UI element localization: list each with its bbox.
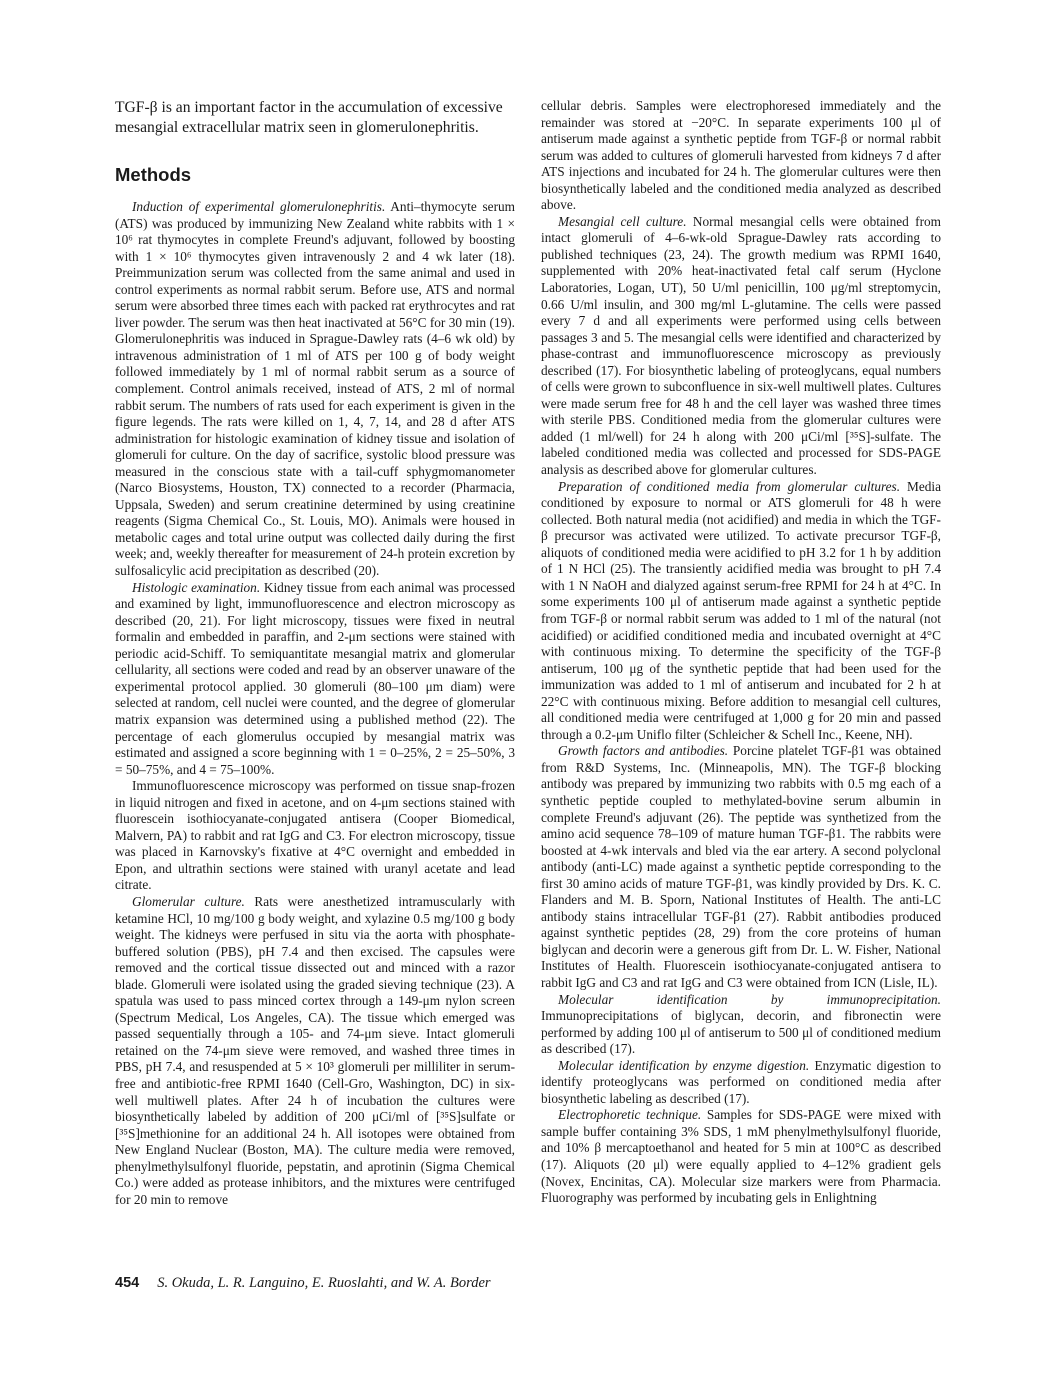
paragraph-body: Anti–thymocyte serum (ATS) was produced by immunizing New Zealand white rabbits with 1 × 10⁶ rat thymocytes in complete Freund's adjuvant, followed by boosting with 1 × 10⁶ thymocytes given intravenously 2 and 4 wk later (18). Preimmunization serum was collected from the same animal and used in control experiments as normal rabbit serum. Before use, ATS and normal serum were absorbed three times each with packed rat erythrocytes and rat liver powder. The serum was then heat inactivated at 56°C for 30 min (19). Glomerulonephritis was induced in Sprague-Dawley rats (4–6 wk old) by intravenous administration of 1 ml of ATS per 100 g of body weight followed immediately by 1 ml of normal rabbit serum as a source of complement. Control animals received, instead of ATS, 2 ml of normal rabbit serum. The numbers of rats used for each experiment is given in the figure legends. The rats were killed on 1, 4, 7, 14, and 28 d after ATS administration for histologic examination of kidney tissue and isolation of glomeruli for culture. On the day of sacrifice, systolic blood pressure was measured in the conscious state with a tail-cuff sphygmomanometer (Narco Biosystems, Houston, TX) connected to a recorder (Pharmacia, Uppsala, Sweden) and serum creatinine determined by using creatinine reagents (Sigma Chemical Co., St. Louis, MO). Animals were housed in metabolic cages and total urine output was collected daily during the first week; and, weekly thereafter for measurement of 24-h protein excretion by sulfosalicylic acid precipitation as described (20).: [115, 199, 515, 579]
left-column: [115, 98, 515, 1208]
section-heading-methods: Methods: [115, 164, 192, 185]
paragraph-body: Enzymatic digestion to identify proteoglycans was performed on conditioned media after biosynthetic labeling as described (17).: [541, 1057, 941, 1106]
run-in-title: Glomerular culture.: [132, 893, 245, 909]
paragraph-body: Samples for SDS-PAGE were mixed with sample buffer containing 3% SDS, 1 mM phenylmethylsulfonyl fluoride, and 10% β mercaptoethanol and heated for 5 min at 100°C as described (17). Aliquots (20 μl) were equally applied to 4–12% gradient gels (Novex, Encinitas, CA). Molecular size markers were from Pharmacia. Fluorography was performed by incubating gels in Enlightning: [541, 1107, 941, 1206]
paragraph-histologic: [115, 580, 515, 779]
run-in-title: Mesangial cell culture.: [558, 213, 687, 229]
paragraph-immunoprecipitation: [541, 992, 941, 1058]
run-in-title: Growth factors and antibodies.: [558, 743, 729, 759]
paragraph-body: Media conditioned by exposure to normal or ATS glomeruli for 48 h were collected. Both natural media (not acidified) and media in which the TGF-β precursor was activated were utilized. To activate precursor TGF-β, aliquots of conditioned media were acidified to pH 3.2 for 1 h by addition of 1 N HCl (25). The transiently acidified media was brought to pH 7.4 with 1 N NaOH and dialyzed against serum-free RPMI for 24 h at 4°C. In some experiments 100 μl of antiserum made against a synthetic peptide from TGF-β or normal rabbit serum was added to 1 ml of the natural (not acidified) or acidified conditioned media and incubated overnight at 4°C with continuous mixing. To determine the specificity of the TGF-β antiserum, 100 μg of the synthetic peptide that had been used for the immunization was added to 1 ml of antiserum and incubated for 2 h at 22°C with continuous mixing. Before addition to mesangial cell cultures, all conditioned media were centrifuged at 1,000 g for 20 min and passed through a 0.2-μm Uniflo filter (Schleicher & Schell Inc., Keene, NH).: [541, 478, 941, 742]
paragraph-growth-factors: [541, 743, 941, 991]
paragraph-body: Immunoprecipitations of biglycan, decorin, and fibronectin were performed by adding 100 μl of antiserum to 500 μl of conditioned medium as described (17).: [541, 1008, 941, 1057]
paragraph-body: Porcine platelet TGF-β1 was obtained from R&D Systems, Inc. (Minneapolis, MN). The TGF-β blocking antibody was prepared by immunizing two rabbits with 0.5 mg each of a synthetic peptide coupled to methylated-bovine serum albumin in complete Freund's adjuvant (26). The peptide was synthetized from the amino acid sequence 78–109 of mature human TGF-β1. The rabbits were boosted at 4-wk intervals and bled via the ear artery. A second polyclonal antibody (anti-LC) made against a synthetic peptide corresponding to the first 30 amino acids of mature TGF-β1, was kindly provided by Drs. K. C. Flanders and M. B. Sporn, National Institutes of Health. The anti-LC antibody stains intracellular TGF-β1 (27). Rabbit antibodies produced against synthetic peptides (28, 29) from the core proteins of human biglycan and decorin were a generous gift from Dr. L. W. Fisher, National Institutes of Health. Fluorescein isothiocyanate-conjugated antisera to rabbit IgG and C3 and rat IgG and C3 were obtained from ICN (Lisle, IL).: [541, 743, 941, 990]
intro-paragraph: TGF-β is an important factor in the accumulation of excessive mesangial extracellular matrix seen in glomerulonephritis.: [115, 99, 503, 136]
paragraph-mesangial-culture: [541, 214, 941, 479]
paragraph-glomerular-culture: [115, 894, 515, 1208]
right-column: [541, 98, 941, 1207]
run-in-title: Electrophoretic technique.: [558, 1107, 702, 1123]
author-list: S. Okuda, L. R. Languino, E. Ruoslahti, and W. A. Border: [157, 1275, 491, 1291]
paragraph-immunofluorescence: [115, 778, 515, 894]
paragraph-conditioned-media: [541, 479, 941, 744]
paragraph-induction: [115, 199, 515, 580]
paragraph-continued: [541, 98, 941, 214]
paragraph-body: Immunofluorescence microscopy was performed on tissue snap-frozen in liquid nitrogen and fixed in acetone, and on 4-μm sections stained with fluorescein isothiocyanate-conjugated antisera (Cooper Biomedical, Malvern, PA) to rabbit and rat IgG and C3. For electron microscopy, tissue was placed in Karnovsky's fixative at 4°C overnight and embedded in Epon, and ultrathin sections were stained with uranyl acetate and lead citrate.: [115, 778, 515, 893]
paragraph-body: Normal mesangial cells were obtained from intact glomeruli of 4–6-wk-old Sprague-Dawley rats according to published techniques (23, 24). The growth medium was RPMI 1640, supplemented with 20% heat-inactivated fetal calf serum (Hyclone Laboratories, Logan, UT), 50 U/ml penicillin, 100 μg/ml streptomycin, 0.66 U/ml insulin, and 300 mg/ml L-glutamine. The cells were passed every 7 d and all experiments were performed using cells between passages 3 and 5. The mesangial cells were identified and characterized by phase-contrast and immunofluorescence microscopy as previously described (17). For biosynthetic labeling of proteoglycans, equal numbers of cells were grown to subconfluence in six-well multiwell plates. Cultures were made serum free for 48 h and the cell layer was washed three times with sterile PBS. Conditioned media from the glomerular cultures were added (1 ml/well) for 24 h along with 200 μCi/ml [³⁵S]-sulfate. The labeled conditioned media was collected and processed for SDS-PAGE analysis as described above for glomerular cultures.: [541, 213, 941, 478]
page-footer: [115, 1274, 491, 1292]
run-in-title: Preparation of conditioned media from glomerular cultures.: [558, 478, 901, 494]
paragraph-body: Kidney tissue from each animal was processed and examined by light, immunofluorescence and electron microscopy as described (20, 21). For light microscopy, tissues were fixed in neutral formalin and embedded in paraffin, and 2-μm sections were stained with periodic acid-Schiff. To semiquantitate mesangial matrix and glomerular cellularity, all sections were coded and read by an observer unaware of the experimental protocol applied. 30 glomeruli (80–100 μm diam) were selected at random, cell nuclei were counted, and the degree of glomerular matrix expansion was determined using a published method (22). The percentage of each glomerulus occupied by mesangial matrix was estimated and assigned a score beginning with 1 = 0–25%, 2 = 25–50%, 3 = 50–75%, and 4 = 75–100%.: [115, 579, 516, 777]
paragraph-electrophoretic: [541, 1107, 941, 1206]
run-in-title: Histologic examination.: [132, 579, 261, 595]
run-in-title: Induction of experimental glomerulonephritis.: [132, 199, 386, 214]
paragraph-body: cellular debris. Samples were electrophoresed immediately and the remainder was stored at −20°C. In separate experiments 100 μl of antiserum made against a synthetic peptide from TGF-β or normal rabbit serum was added to cultures of glomeruli harvested from kidneys 7 d after ATS injections and incubated for 24 h. The glomerular cultures were then biosynthetically labeled and the conditioned media analyzed as described above.: [541, 98, 941, 213]
page-number: 454: [115, 1275, 140, 1291]
run-in-title: Molecular identification by immunoprecipitation.: [558, 991, 941, 1007]
paragraph-enzyme-digestion: [541, 1058, 941, 1108]
paragraph-body: Rats were anesthetized intramuscularly with ketamine HCl, 10 mg/100 g body weight, and xylazine 0.5 mg/100 g body weight. The kidneys were perfused in situ via the aorta with phosphate-buffered solution (PBS), pH 7.4 and then excised. The capsules were removed and the cortical tissue dissected out and minced with a razor blade. Glomeruli were isolated using the graded sieving technique (23). A spatula was used to pass minced cortex through a 149-μm nylon screen (Spectrum Medical, Los Angeles, CA). The tissue which emerged was passed sequentially through a 105- and 74-μm sieve. Intact glomeruli retained on the 74-μm sieve were removed, and washed three times in PBS, pH 7.4, and resuspended at 5 × 10³ glomeruli per milliliter in serum-free and antibiotic-free RPMI 1640 (Cell-Gro, Washington, DC) in six-well multiwell plates. After 24 h of incubation the cultures were biosynthetically labeled by addition of 200 μCi/ml of [³⁵S]sulfate or [³⁵S]methionine for an additional 24 h. All isotopes were obtained from New England Nuclear (Boston, MA). The culture media were removed, phenylmethylsulfonyl fluoride, pepstatin, and aprotinin (Sigma Chemical Co.) were added as protease inhibitors, and the mixtures were centrifuged for 20 min to remove: [115, 893, 515, 1207]
run-in-title: Molecular identification by enzyme digestion.: [558, 1057, 810, 1073]
